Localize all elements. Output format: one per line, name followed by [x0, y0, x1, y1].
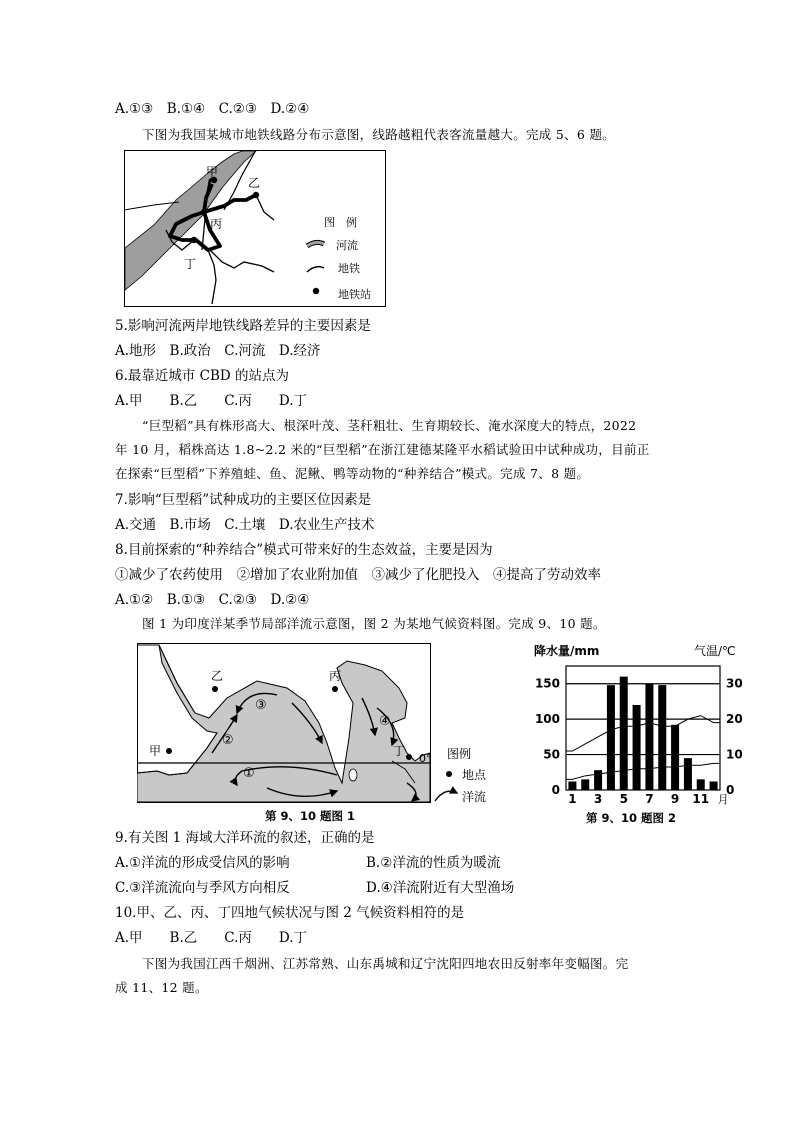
y-left-tick: 100: [534, 712, 560, 727]
current-4: ④: [379, 714, 391, 729]
x-tick-label: 11: [692, 792, 710, 806]
intro-7-8-line2: 年 10 月，稻株高达 1.8~2.2 米的“巨型稻”在浙江建德某隆平水稻试验田中试种成功，目前正: [115, 442, 650, 457]
fig1-label-ding: 丁: [393, 744, 406, 758]
q10-options: A.甲 B.乙 C.丙 D.丁: [115, 930, 308, 946]
y-right-tick: 10: [726, 747, 743, 762]
q8-stem: 8.目前探索的“种养结合”模式可带来好的生态效益，主要是因为: [115, 542, 493, 558]
fig1-legend-title: 图例: [447, 747, 472, 761]
y-right-tick: 30: [726, 676, 743, 691]
q6-options: A.甲 B.乙 C.丙 D.丁: [115, 393, 308, 409]
precip-bar: [710, 781, 718, 790]
q9-option-c: C.③洋流流向与季风方向相反: [115, 880, 290, 896]
label-bing: 丙: [210, 217, 223, 231]
legend-point-icon: [446, 771, 452, 777]
y-left-tick: 150: [534, 676, 560, 691]
intro-11-12-line1: 下图为我国江西千烟洲、江苏常熟、山东禹城和辽宁沈阳四地农田反射率年变幅图。完: [142, 956, 629, 971]
station-yi: [253, 192, 259, 198]
point-ding: [406, 754, 412, 760]
legend-station: 地铁站: [338, 288, 371, 301]
temp-line-lower: [566, 763, 720, 779]
plot-frame: [566, 666, 720, 790]
label-yi: 乙: [248, 176, 261, 190]
point-yi: [212, 686, 218, 692]
legend-subway: 地铁: [338, 262, 360, 275]
precip-bar: [633, 705, 641, 790]
label-ding: 丁: [184, 257, 197, 271]
fig2-caption: 第 9、10 题图 2: [586, 811, 677, 825]
precip-bar: [594, 770, 602, 790]
q7-stem: 7.影响“巨型稻”试种成功的主要区位因素是: [115, 492, 372, 508]
x-tick-label: 7: [645, 792, 654, 806]
y-right-tick: 0: [726, 783, 735, 797]
chart-left-title: 降水量/mm: [534, 644, 600, 658]
y-left-tick: 50: [543, 747, 560, 762]
temp-line-upper: [566, 716, 720, 751]
point-bing: [332, 686, 338, 692]
q9-option-d: D.④洋流附近有大型渔场: [366, 880, 515, 896]
fig1-label-bing: 丙: [329, 669, 342, 683]
intro-11-12-line2: 成 11、12 题。: [115, 980, 208, 995]
fig1-label-jia: 甲: [149, 744, 162, 758]
x-tick-label: 1: [568, 792, 577, 806]
x-tick-label: 5: [619, 792, 628, 806]
precip-bar: [568, 781, 576, 790]
x-unit-label: 月: [717, 793, 729, 806]
q4-options: A.①③ B.①④ C.②③ D.②④: [115, 101, 310, 117]
fig1-legend-point: 地点: [462, 768, 487, 782]
fig1-legend-current: 洋流: [462, 790, 487, 804]
station-bing: [201, 209, 207, 215]
q5-stem: 5.影响河流两岸地铁线路差异的主要因素是: [115, 318, 371, 334]
q6-stem: 6.最靠近城市 CBD 的站点为: [115, 368, 290, 384]
legend-river: 河流: [336, 239, 358, 252]
point-jia: [166, 748, 172, 754]
intro-9-10: 图 1 为印度洋某季节局部洋流示意图，图 2 为某地气候资料图。完成 9、10 题。: [142, 616, 606, 631]
fig1-label-yi: 乙: [211, 669, 224, 683]
precip-bar: [684, 758, 692, 790]
precip-bar: [581, 779, 589, 790]
climate-chart: [530, 640, 746, 834]
x-tick-label: 9: [670, 792, 680, 806]
legend-current-icon: [435, 791, 457, 801]
y-right-tick: 20: [726, 712, 743, 727]
q10-stem: 10.甲、乙、丙、丁四地气候状况与图 2 气候资料相符的是: [115, 905, 465, 921]
q9-option-a: A.①洋流的形成受信风的影响: [115, 855, 290, 871]
intro-7-8-line3: 在探索“巨型稻”下养殖蛙、鱼、泥鳅、鸭等动物的“种养结合”模式。完成 7、8 题。: [115, 466, 590, 481]
q5-options: A.地形 B.政治 C.河流 D.经济: [115, 343, 321, 359]
current-1: ①: [243, 766, 255, 781]
intro-7-8-line1: “巨型稻”具有株形高大、根深叶茂、茎秆粗壮、生育期较长、淹水深度大的特点，2022: [142, 418, 637, 433]
fig1-caption: 第 9、10 题图 1: [265, 809, 356, 823]
q7-options: A.交通 B.市场 C.土壤 D.农业生产技术: [115, 517, 375, 533]
intro-5-6: 下图为我国某城市地铁线路分布示意图，线路越粗代表客流量越大。完成 5、6 题。: [142, 127, 616, 142]
precip-bar: [645, 684, 653, 790]
legend-station-icon: [313, 288, 319, 294]
precip-bar: [671, 725, 679, 790]
chart-right-title: 气温/℃: [694, 644, 736, 658]
label-jia: 甲: [206, 165, 219, 179]
current-3: ③: [255, 698, 267, 713]
y-left-tick: 0: [551, 783, 560, 797]
current-2: ②: [222, 733, 234, 748]
precip-bar: [658, 685, 666, 790]
equator-label: 0°: [419, 752, 432, 765]
ocean-current-map: [137, 643, 507, 829]
precip-bar: [697, 779, 705, 790]
q9-stem: 9.有关图 1 海域大洋环流的叙述，正确的是: [115, 830, 375, 846]
station-ding: [191, 237, 197, 243]
legend-title: 图 例: [324, 216, 357, 229]
metro-map-figure: [124, 150, 386, 312]
q8-items: ①减少了农药使用 ②增加了农业附加值 ③减少了化肥投入 ④提高了劳动效率: [115, 567, 601, 583]
precip-bar: [620, 677, 628, 790]
q9-option-b: B.②洋流的性质为暖流: [366, 855, 501, 871]
x-tick-label: 3: [593, 792, 603, 806]
q8-options: A.①② B.①③ C.②③ D.②④: [115, 592, 310, 608]
precip-bar: [607, 685, 615, 790]
